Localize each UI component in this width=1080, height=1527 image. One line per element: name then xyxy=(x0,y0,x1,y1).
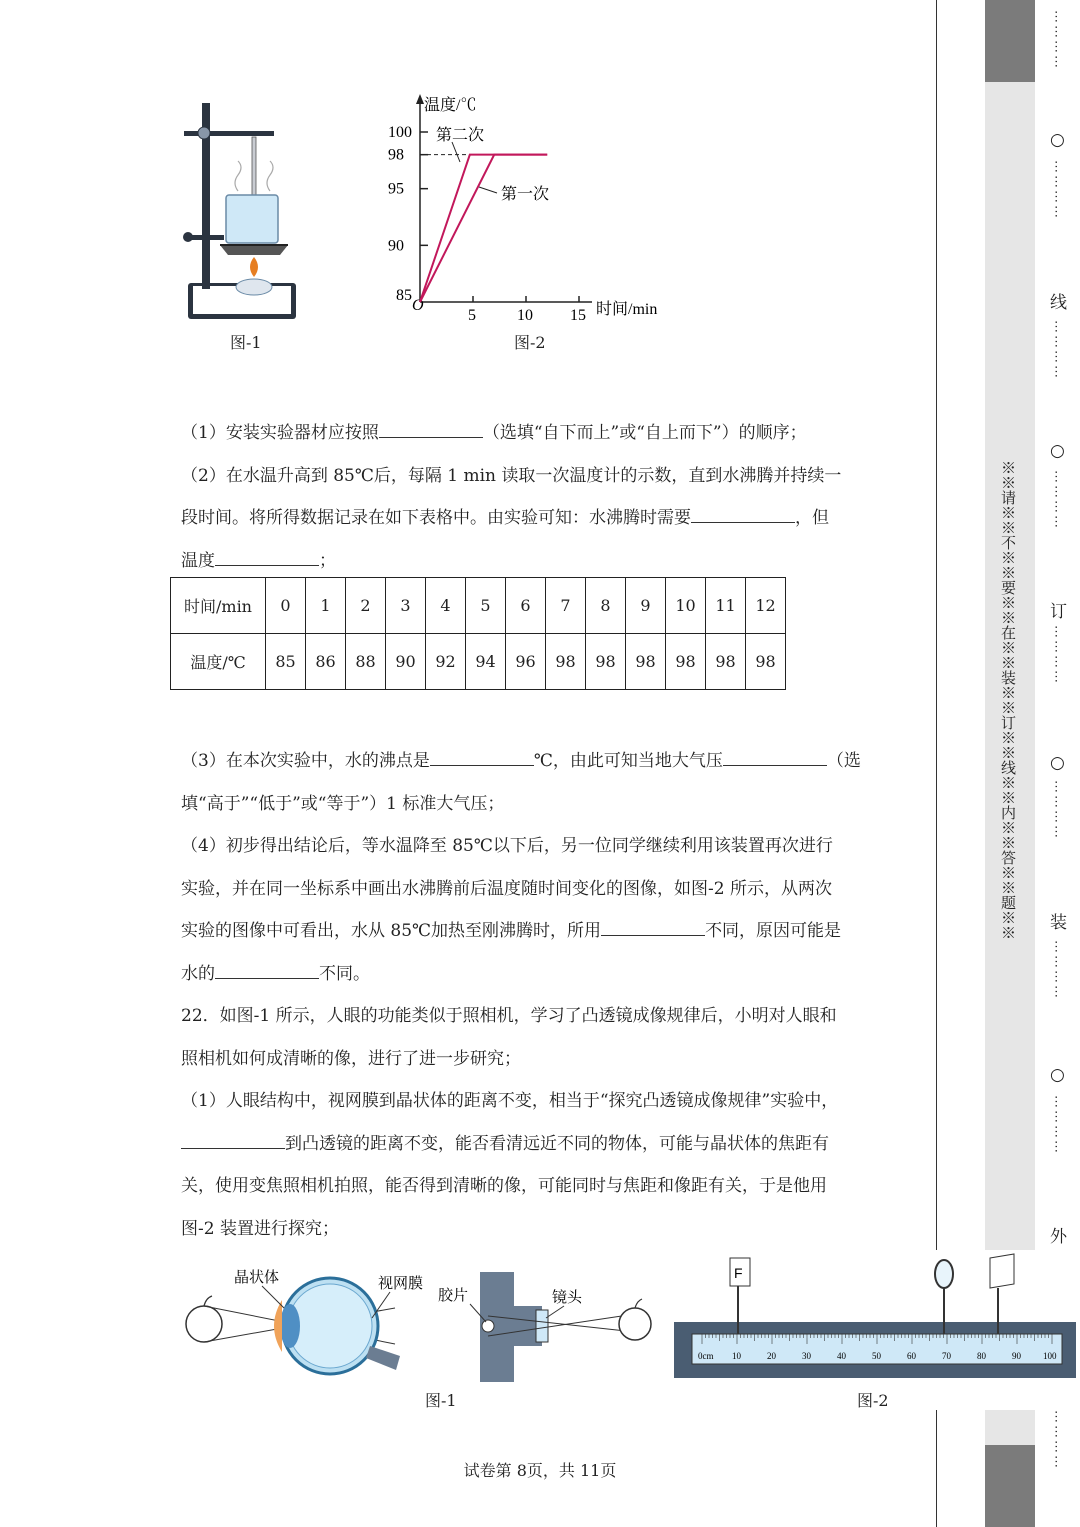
x-tick-label: 10 xyxy=(517,307,533,322)
series-label-second: 第二次 xyxy=(436,127,485,144)
temperature-chart xyxy=(380,92,680,322)
q4-text-4-post: 不同。 xyxy=(319,964,370,984)
dotted-line-5: ⋯⋯⋯⋯ xyxy=(1048,625,1063,685)
q22-1-line-4: 图-2 装置进行探究； xyxy=(181,1219,339,1239)
q4-line-3 xyxy=(181,916,841,941)
table-cell: 96 xyxy=(506,634,546,690)
table-cell: 3 xyxy=(386,578,426,634)
blank-6[interactable] xyxy=(601,921,705,936)
y-axis-arrow xyxy=(416,94,424,104)
leader-first xyxy=(479,187,497,193)
q4-line-2: 实验，并在同一坐标系中画出水沸腾前后温度随时间变化的图像，如图-2 所示，从两次 xyxy=(181,879,832,899)
fig2-caption-top: 图-2 xyxy=(514,333,546,352)
series-label-first: 第一次 xyxy=(501,186,550,203)
mark-circle-1: ○ xyxy=(1050,130,1065,150)
table-row-temp xyxy=(171,634,786,690)
ruler-tick-label: 90 xyxy=(1012,1351,1021,1361)
mark-circle-2: ○ xyxy=(1050,441,1065,461)
q2-text: 段时间。将所得数据记录在如下表格中。由实验可知：水沸腾时需要 xyxy=(181,508,691,528)
binding-warning: ※※请※※不※※要※※在※※装※※订※※线※※内※※答※※题※※ xyxy=(999,460,1017,940)
mark-install: 装 xyxy=(1050,913,1067,933)
q1-text: （1）安装实验器材应按照 xyxy=(181,423,379,443)
table-cell: 88 xyxy=(346,634,386,690)
chart-svg xyxy=(380,92,680,322)
table-cell: 0 xyxy=(266,578,306,634)
table-cell: 1 xyxy=(306,578,346,634)
gray-block-lower-light xyxy=(985,1410,1035,1445)
ruler-tick-label: 80 xyxy=(977,1351,986,1361)
dotted-line-8: ⋯⋯⋯⋯ xyxy=(1048,1095,1063,1155)
y-tick-label: 98 xyxy=(388,146,404,164)
q3-text: （3）在本次实验中，水的沸点是 xyxy=(181,751,430,771)
blank-7[interactable] xyxy=(215,964,319,979)
q2-text-3: 温度 xyxy=(181,551,215,571)
dotted-line-2: ⋯⋯⋯⋯ xyxy=(1048,160,1063,220)
gray-block-top xyxy=(985,0,1035,82)
leader-second xyxy=(452,142,460,162)
ruler-zero: 0cm xyxy=(698,1351,714,1361)
q22-1-line-3: 关，使用变焦照相机拍照，能否得到清晰的像，可能同时与焦距和像距有关，于是他用 xyxy=(181,1176,827,1196)
q4-text: 实验的图像中可看出，水从 85℃加热至刚沸腾时，所用 xyxy=(181,921,602,941)
q2-text-post: ，但 xyxy=(795,508,829,528)
blank-2[interactable] xyxy=(691,508,795,523)
q22-1-text: 到凸透镜的距离不变，能否看清远近不同的物体，可能与晶状体的焦距有 xyxy=(285,1134,829,1154)
q2-text-3-post: ； xyxy=(319,551,336,571)
dotted-line-7: ⋯⋯⋯⋯ xyxy=(1048,940,1063,1000)
figure-eye-camera xyxy=(180,1262,660,1392)
mark-outer: 外 xyxy=(1050,1227,1067,1247)
mark-line: 线 xyxy=(1050,293,1067,313)
blank-5[interactable] xyxy=(723,751,827,766)
q3-line-2: 填“高于”“低于”或“等于”）1 标准大气压； xyxy=(181,794,505,814)
blank-8[interactable] xyxy=(181,1134,285,1149)
ruler-tick-label: 50 xyxy=(872,1351,881,1361)
table-header: 时间/min xyxy=(171,578,266,634)
table-cell: 86 xyxy=(306,634,346,690)
table-cell: 8 xyxy=(586,578,626,634)
x-tick-label: 5 xyxy=(468,307,476,322)
table-cell: 98 xyxy=(666,634,706,690)
table-cell: 98 xyxy=(626,634,666,690)
table-cell: 10 xyxy=(666,578,706,634)
y-tick-label: 100 xyxy=(388,124,412,141)
table-cell: 5 xyxy=(466,578,506,634)
q3-line-1 xyxy=(181,746,861,771)
dotted-line-3: ⋯⋯⋯⋯ xyxy=(1048,320,1063,380)
q3-text-mid: ℃，由此可知当地大气压 xyxy=(533,751,723,771)
q2-line-2 xyxy=(181,503,829,528)
label-lens: 晶状体 xyxy=(234,1270,280,1286)
mark-circle-3: ○ xyxy=(1050,753,1065,773)
q4-line-4 xyxy=(181,959,370,984)
mark-bind: 订 xyxy=(1050,602,1067,622)
y-tick-label: 95 xyxy=(388,180,404,198)
origin-label: O xyxy=(412,297,424,314)
ruler-tick-label: 60 xyxy=(907,1351,916,1361)
dotted-line-4: ⋯⋯⋯⋯ xyxy=(1048,470,1063,530)
page-footer: 试卷第 8页，共 11页 xyxy=(463,1461,617,1480)
fig2-caption-bottom: 图-2 xyxy=(857,1391,889,1410)
blank-1[interactable] xyxy=(379,423,483,438)
table-cell: 9 xyxy=(626,578,666,634)
y-tick-label: 85 xyxy=(396,287,412,304)
ruler-tick-label: 30 xyxy=(802,1351,811,1361)
y-axis-label: 温度/℃ xyxy=(424,97,477,114)
svg-text:F: F xyxy=(734,1265,743,1281)
q4-line-1: （4）初步得出结论后，等水温降至 85℃以下后，另一位同学继续利用该装置再次进行 xyxy=(181,836,833,856)
figure-optical-bench xyxy=(672,1250,1080,1390)
q1-text-post: （选填“自下而上”或“自上而下”）的顺序； xyxy=(482,423,807,443)
q3-text-post: （选 xyxy=(826,751,861,771)
table-row-time xyxy=(171,578,786,634)
series-line-first xyxy=(420,155,550,302)
table-cell: 11 xyxy=(706,578,746,634)
blank-4[interactable] xyxy=(430,751,534,766)
q4-text-post: 不同，原因可能是 xyxy=(705,921,842,941)
blank-3[interactable] xyxy=(215,551,319,566)
dotted-line-6: ⋯⋯⋯⋯ xyxy=(1048,780,1063,840)
table-cell: 98 xyxy=(546,634,586,690)
x-tick-label: 15 xyxy=(570,307,586,322)
table-header: 温度/℃ xyxy=(171,634,266,690)
q1-line xyxy=(181,418,807,443)
q2-line-3 xyxy=(181,546,336,571)
q4-text-4: 水的 xyxy=(181,964,215,984)
y-tick-label: 90 xyxy=(388,237,404,255)
mark-circle-4: ○ xyxy=(1050,1065,1065,1085)
label-camera-lens: 镜头 xyxy=(552,1290,583,1306)
table-cell: 98 xyxy=(746,634,786,690)
ruler-tick-label: 100 xyxy=(1043,1351,1057,1361)
dotted-line-9: ⋯⋯⋯⋯ xyxy=(1048,1410,1063,1470)
table-cell: 7 xyxy=(546,578,586,634)
table-cell: 2 xyxy=(346,578,386,634)
label-film: 胶片 xyxy=(438,1288,469,1304)
table-cell: 85 xyxy=(266,634,306,690)
table-cell: 12 xyxy=(746,578,786,634)
table-cell: 6 xyxy=(506,578,546,634)
q22-1-line-2 xyxy=(181,1129,829,1154)
table-cell: 98 xyxy=(586,634,626,690)
fig1-caption-top: 图-1 xyxy=(230,333,262,352)
table-cell: 4 xyxy=(426,578,466,634)
binding-margin-border xyxy=(936,0,937,1250)
q22-1-line-1: （1）人眼结构中，视网膜到晶状体的距离不变，相当于“探究凸透镜成像规律”实验中， xyxy=(181,1091,839,1111)
ruler-tick-label: 40 xyxy=(837,1351,846,1361)
q22-line-1: 22．如图-1 所示，人眼的功能类似于照相机，学习了凸透镜成像规律后，小明对人眼和 xyxy=(181,1006,837,1026)
table-cell: 98 xyxy=(706,634,746,690)
table-cell: 94 xyxy=(466,634,506,690)
label-retina: 视网膜 xyxy=(378,1276,424,1292)
figure-apparatus xyxy=(180,95,310,330)
data-table xyxy=(170,577,786,690)
table-cell: 92 xyxy=(426,634,466,690)
dotted-line-1: ⋯⋯⋯⋯ xyxy=(1048,10,1063,70)
ruler-tick-label: 20 xyxy=(767,1351,776,1361)
fig1-caption-bottom: 图-1 xyxy=(425,1391,457,1410)
table-cell: 90 xyxy=(386,634,426,690)
q2-line-1: （2）在水温升高到 85℃后，每隔 1 min 读取一次温度计的示数，直到水沸腾并持续一 xyxy=(181,466,842,486)
ruler-tick-label: 70 xyxy=(942,1351,951,1361)
q22-line-2: 照相机如何成清晰的像，进行了进一步研究； xyxy=(181,1049,521,1069)
x-axis-label: 时间/min xyxy=(596,301,658,318)
ruler-tick-label: 10 xyxy=(732,1351,741,1361)
